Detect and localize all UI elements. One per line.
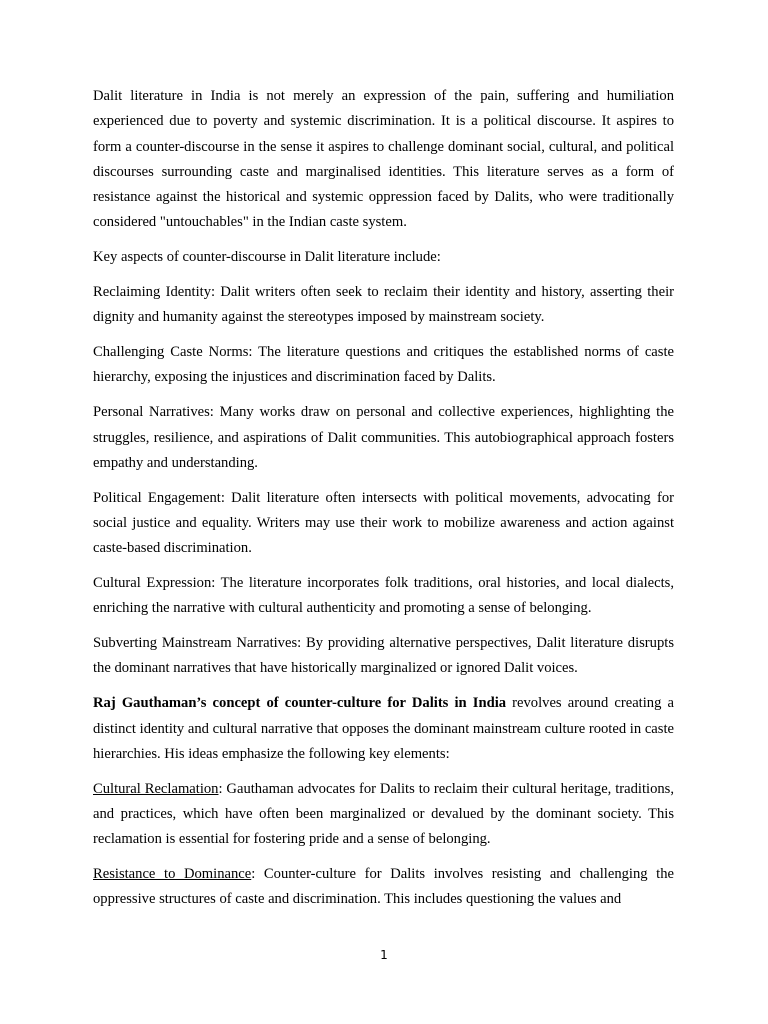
- cultural-reclamation-paragraph: [93, 777, 674, 853]
- cultural-expression-paragraph: Cultural Expression: The literature incorporates folk traditions, oral histories, and local dialects, enriching the narrative with cultural authenticity and promoting a sense of belonging.: [93, 575, 674, 617]
- reclaiming-identity-paragraph: Reclaiming Identity: Dalit writers often seek to reclaim their identity and history, asserting their dignity and humanity against the stereotypes imposed by mainstream society.: [93, 284, 674, 326]
- subverting-narratives-paragraph: Subverting Mainstream Narratives: By providing alternative perspectives, Dalit literature disrupts the dominant narratives that have historically marginalized or ignored Dalit voices.: [93, 635, 674, 677]
- key-aspects-heading: Key aspects of counter-discourse in Dalit literature include:: [93, 249, 441, 266]
- cultural-reclamation-text: : Gauthaman advocates for Dalits to reclaim their cultural heritage, traditions, and practices, which have often been marginalized or devalued by the dominant society. This reclamation is essential for fostering pride and a sense of belonging.: [93, 780, 674, 848]
- gauthaman-text: revolves around creating a distinct identity and cultural narrative that opposes the dominant mainstream culture rooted in caste hierarchies. His ideas emphasize the following key elements:: [93, 695, 674, 762]
- cultural-reclamation-term: Cultural Reclamation: [93, 780, 219, 797]
- page-number: 1: [380, 948, 388, 962]
- resistance-to-dominance-text: : Counter-culture for Dalits involves resisting and challenging the oppressive structures of caste and discrimination. This includes questioning the values and: [93, 866, 675, 908]
- political-engagement-paragraph: Political Engagement: Dalit literature often intersects with political movements, advocating for social justice and equality. Writers may use their work to mobilize awareness and action against caste-based discrimination.: [93, 489, 674, 557]
- personal-narratives-paragraph: Personal Narratives: Many works draw on personal and collective experiences, highlighting the struggles, resilience, and aspirations of Dalit communities. This autobiographical approach fosters empathy and understanding.: [93, 404, 674, 471]
- document-body: [93, 84, 674, 922]
- gauthaman-paragraph: [93, 691, 674, 767]
- resistance-to-dominance-term: Resistance to Dominance: [93, 866, 252, 883]
- gauthaman-bold-lead: Raj Gauthaman’s concept of counter-culture for Dalits in India: [93, 695, 507, 712]
- challenging-caste-norms-paragraph: Challenging Caste Norms: The literature questions and critiques the established norms of caste hierarchy, exposing the injustices and discrimination faced by Dalits.: [93, 344, 674, 386]
- intro-paragraph: Dalit literature in India is not merely an expression of the pain, suffering and humiliation experienced due to poverty and systemic discrimination. It is a political discourse. It aspires to form a counter-discourse in the sense it aspires to challenge dominant social, cultural, and political discourses surrounding caste and marginalised identities. This literature serves as a form of resistance against the historical and systemic oppression faced by Dalits, who were traditionally considered "untouchables" in the Indian caste system.: [93, 88, 674, 231]
- resistance-to-dominance-paragraph: [93, 862, 674, 913]
